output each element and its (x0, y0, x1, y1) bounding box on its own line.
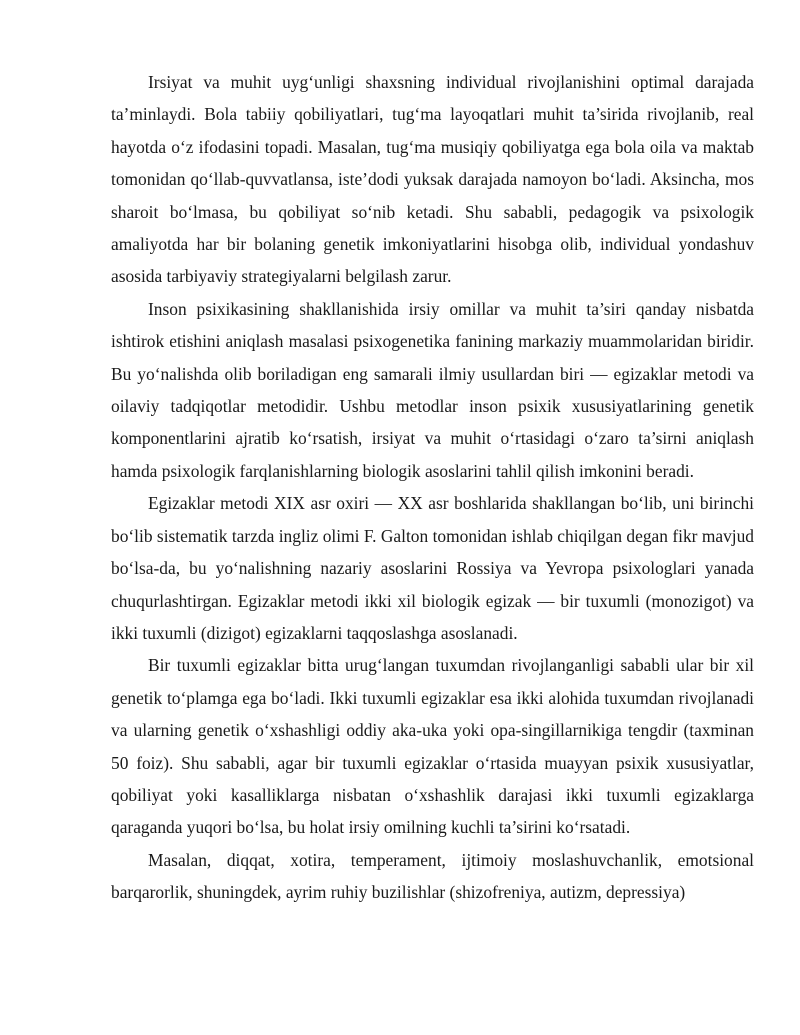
paragraph-monozygotic-dizygotic: Bir tuxumli egizaklar bitta urug‘langan tuxumdan rivojlanganligi sababli ular bir xil genetik to‘plamga ega bo‘ladi. Ikki tuxumli egizaklar esa ikki alohida tuxumdan rivojlanadi va ularning genetik o‘xshashligi oddiy aka-uka yoki opa-singillarnikiga tengdir (taxminan 50 foiz). Shu sababli, agar bir tuxumli egizaklar o‘rtasida muayyan psixik xususiyatlar, qobiliyat yoki kasalliklarga nisbatan o‘xshashlik darajasi ikki tuxumli egizaklarga qaraganda yuqori bo‘lsa, bu holat irsiy omilning kuchli ta’sirini ko‘rsatadi. (111, 655, 754, 838)
paragraph-examples: Masalan, diqqat, xotira, temperament, ijtimoiy moslashuvchanlik, emotsional barqarorlik, shuningdek, ayrim ruhiy buzilishlar (shizofreniya, autizm, depressiya) (111, 849, 754, 903)
document-body (111, 66, 754, 909)
paragraph-twin-method: Egizaklar metodi XIX asr oxiri — XX asr boshlarida shakllangan bo‘lib, uni birinchi bo‘lib sistematik tarzda ingliz olimi F. Galton tomonidan ishlab chiqilgan degan fikr mavjud bo‘lsa-da, bu yo‘nalishning nazariy asoslarini Rossiya va Yevropa psixologlari yanada chuqurlashtirgan. Egizaklar metodi ikki xil biologik egizak — bir tuxumli (monozigot) va ikki tuxumli (dizigot) egizaklarni taqqoslashga asoslanadi. (111, 493, 754, 643)
paragraph-heredity-environment: Irsiyat va muhit uyg‘unligi shaxsning individual rivojlanishini optimal darajada ta’minlaydi. Bola tabiiy qobiliyatlari, tug‘ma layoqatlari muhit ta’sirida rivojlanib, real hayotda o‘z ifodasini topadi. Masalan, tug‘ma musiqiy qobiliyatga ega bola oila va maktab tomonidan qo‘llab-quvvatlansa, iste’dodi yuksak darajada namoyon bo‘ladi. Aksincha, mos sharoit bo‘lmasa, bu qobiliyat so‘nib ketadi. Shu sababli, pedagogik va psixologik amaliyotda har bir bolaning genetik imkoniyatlarini hisobga olib, individual yondashuv asosida tarbiyaviy strategiyalarni belgilash zarur. (111, 72, 754, 287)
paragraph-psychogenetics: Inson psixikasining shakllanishida irsiy omillar va muhit ta’siri qanday nisbatda ishtirok etishini aniqlash masalasi psixogenetika fanining markaziy muammolaridan biridir. Bu yo‘nalishda olib boriladigan eng samarali ilmiy usullardan biri — egizaklar metodi va oilaviy tadqiqotlar metodidir. Ushbu metodlar inson psixik xususiyatlarining genetik komponentlarini ajratib ko‘rsatish, irsiyat va muhit o‘rtasidagi o‘zaro ta’sirni aniqlash hamda psixologik farqlanishlarning biologik asoslarini tahlil qilish imkonini beradi. (111, 298, 754, 481)
